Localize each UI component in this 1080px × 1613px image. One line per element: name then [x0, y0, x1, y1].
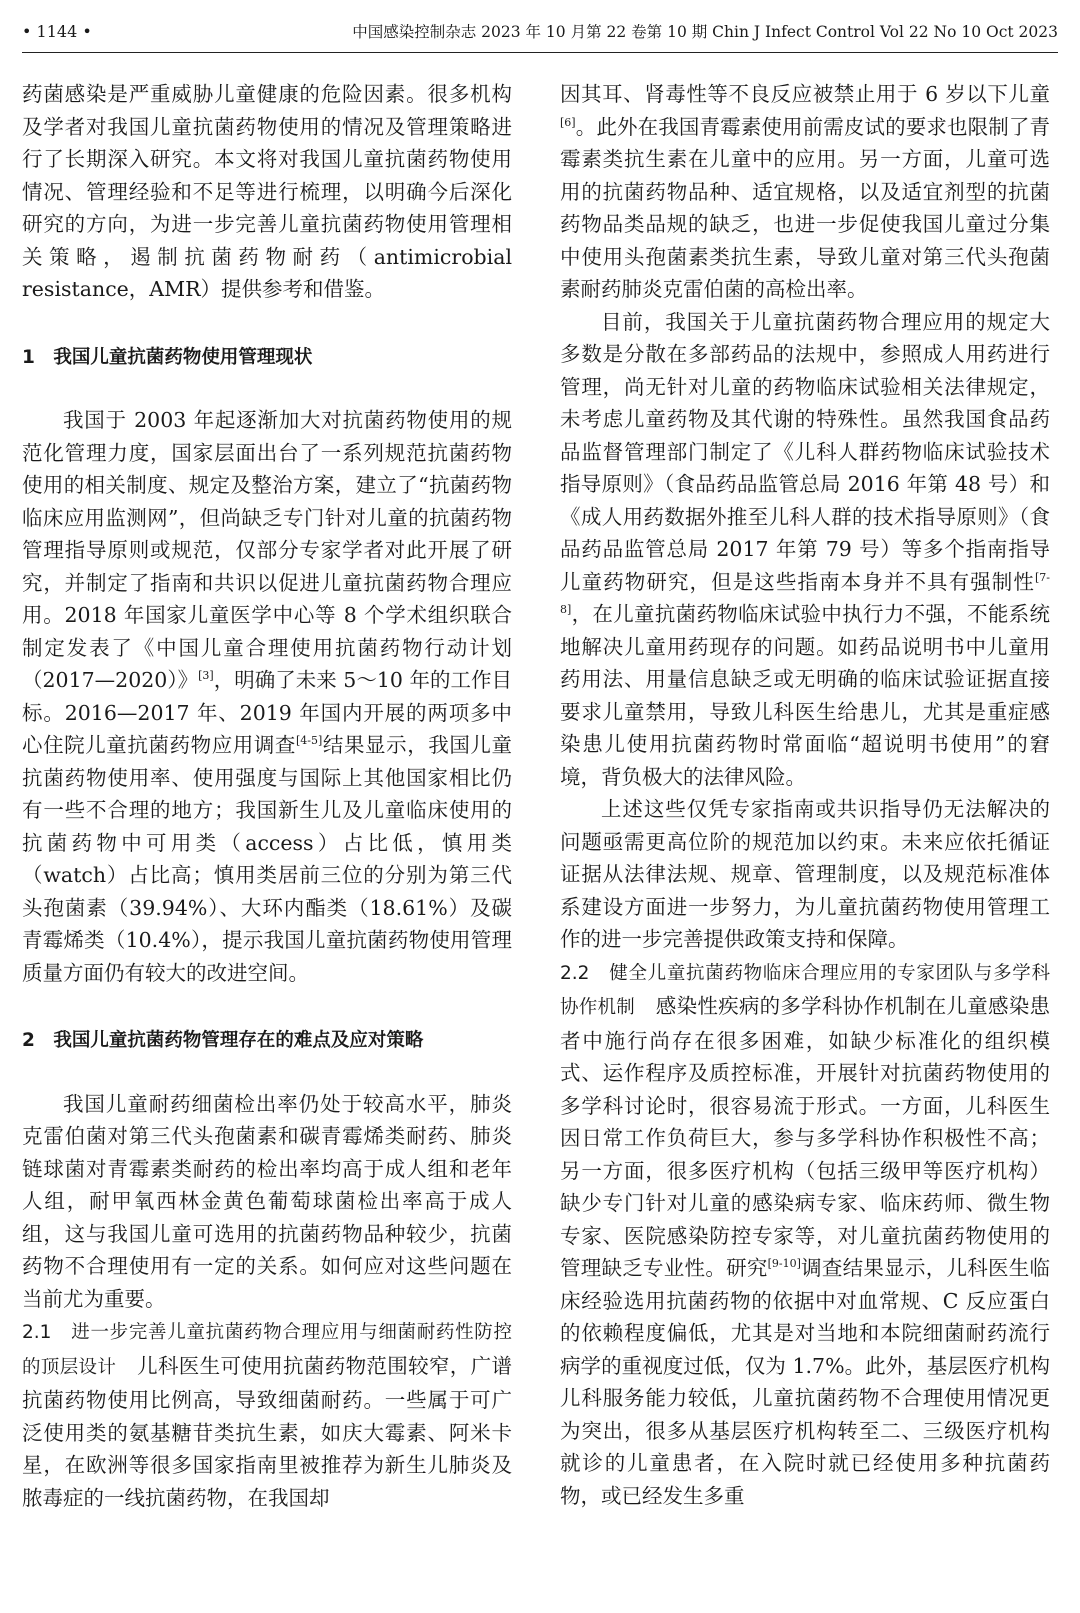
section-2-heading: 2 我国儿童抗菌药物管理存在的难点及应对策略 — [22, 1030, 424, 1051]
regulation-paragraph: 目前，我国关于儿童抗菌药物合理应用的规定大多数是分散在多部药品的法规中，参照成人用药进行管理，尚无针对儿童的药物临床试验相关法律规定，未考虑儿童药物及其代谢的特殊性。虽然我国食品药品监督管理部门制定了《儿科人群药物临床试验技术指导原则》（食品药品监管总局 2016 年第 48 号）和《成人用药数据外推至儿科人群的技术指导原则》（食品药品监管总局 2017 年第 79 号）等多个指南指导儿童药物研究，但是这些指南本身并不具有强制性[7-8]，在儿童抗菌药物临床试验中执行力不强，不能系统地解决儿童用药现存的问题。如药品说明书中儿童用药用法、用量信息缺乏或无明确的临床试验证据直接要求儿童禁用，导致儿科医生给患儿，尤其是重症感染患儿使用抗菌药物时常面临“超说明书使用”的窘境，背负极大的法律风险。 — [560, 309, 1050, 789]
subsection-2-1-title: 2.1 进一步完善儿童抗菌药物合理应用与细菌耐药性防控的顶层设计 — [22, 1322, 512, 1378]
citation-4-5: [4-5] — [296, 734, 323, 748]
page-number: • 1144 • — [22, 22, 92, 41]
section-1-paragraph: 我国于 2003 年起逐渐加大对抗菌药物使用的规范化管理力度，国家层面出台了一系列规范抗菌药物使用的相关制度、规定及整治方案，建立了“抗菌药物临床应用监测网”，但尚缺乏专门针对儿童的抗菌药物管理指导原则或规范，仅部分专家学者对此开展了研究，并制定了指南和共识以促进儿童抗菌药物合理应用。2018 年国家儿童医学中心等 8 个学术组织联合制定发表了《中国儿童合理使用抗菌药物行动计划（2017—2020）》[3]，明确了未来 5～10 年的工作目标。2016—2017 年、2019 年国内开展的两项多中心住院儿童抗菌药物应用调查[4-5]结果显示，我国儿童抗菌药物使用率、使用强度与国际上其他国家相比仍有一些不合理的地方；我国新生儿及儿童临床使用的抗菌药物中可用类（access）占比低，慎用类（watch）占比高；慎用类居前三位的分别为第三代头孢菌素（39.94%）、大环内酯类（18.61%）及碳青霉烯类（10.4%），提示我国儿童抗菌药物使用管理质量方面仍有较大的改进空间。 — [22, 408, 513, 985]
left-column — [22, 78, 512, 1514]
intro-paragraph: 药菌感染是严重威胁儿童健康的危险因素。很多机构及学者对我国儿童抗菌药物使用的情况及管理策略进行了长期深入研究。本文将对我国儿童抗菌药物使用情况、管理经验和不足等进行梳理，以明确今后深化研究的方向，为进一步完善儿童抗菌药物使用管理相关策略，遏制抗菌药物耐药（antimicrobial resistance，AMR）提供参考和借鉴。 — [22, 82, 512, 301]
policy-paragraph: 上述这些仅凭专家指南或共识指导仍无法解决的问题亟需更高位阶的规范加以约束。未来应依托循证证据从法律法规、规章、管理制度，以及规范标准体系建设方面进一步努力，为儿童抗菌药物使用管理工作的进一步完善提供政策支持和保障。 — [560, 797, 1050, 951]
subsection-2-1: 2.1 进一步完善儿童抗菌药物合理应用与细菌耐药性防控的顶层设计 儿科医生可使用抗菌药物范围较窄，广谱抗菌药物使用比例高，导致细菌耐药。一些属于可广泛使用类的氨基糖苷类抗生素，如庆大霉素、阿米卡星，在欧洲等很多国家指南里被推荐为新生儿肺炎及脓毒症的一线抗菌药物，在我国却 — [22, 1322, 512, 1510]
running-header — [22, 14, 1058, 50]
section-2-paragraph: 我国儿童耐药细菌检出率仍处于较高水平，肺炎克雷伯菌对第三代头孢菌素和碳青霉烯类耐药、肺炎链球菌对青霉素类耐药的检出率均高于成人组和老年人组，耐甲氧西林金黄色葡萄球菌检出率高于成人组，这与我国儿童可选用的抗菌药物品种较少，抗菌药物不合理使用有一定的关系。如何应对这些问题在当前尤为重要。 — [22, 1091, 512, 1311]
citation-7-8: [7-8] — [560, 570, 1050, 617]
journal-citation: 中国感染控制杂志 2023 年 10 月第 22 卷第 10 期 Chin J Infect Control Vol 22 No 10 Oct 2023 — [352, 23, 1058, 41]
right-column — [560, 78, 1050, 1512]
citation-3: [3] — [198, 669, 214, 683]
subsection-2-2-title: 2.2 健全儿童抗菌药物临床合理应用的专家团队与多学科协作机制 — [560, 962, 1050, 1018]
citation-9-10: [9-10] — [767, 1257, 801, 1271]
subsection-2-2: 2.2 健全儿童抗菌药物临床合理应用的专家团队与多学科协作机制 感染性疾病的多学科协作机制在儿童感染患者中施行尚存在很多困难，如缺少标准化的组织模式、运作程序及质控标准，开展针对抗菌药物使用的多学科讨论时，很容易流于形式。一方面，儿科医生因日常工作负荷巨大，参与多学科协作积极性不高；另一方面，很多医疗机构（包括三级甲等医疗机构）缺少专门针对儿童的感染病专家、临床药师、微生物专家、医院感染防控专家等，对儿童抗菌药物使用的管理缺乏专业性。研究[9-10]调查结果显示，儿科医生临床经验选用抗菌药物的依据中对血常规、C 反应蛋白的依赖程度偏低，尤其是对当地和本院细菌耐药流行病学的重视度过低，仅为 1.7%。此外，基层医疗机构儿科服务能力较低，儿童抗菌药物不合理使用情况更为突出，很多从基层医疗机构转至二、三级医疗机构就诊的儿童患者，在入院时就已经使用多种抗菌药物，或已经发生多重 — [560, 962, 1051, 1508]
continued-paragraph: 因其耳、肾毒性等不良反应被禁止用于 6 岁以下儿童[6]。此外在我国青霉素使用前需皮试的要求也限制了青霉素类抗生素在儿童中的应用。另一方面，儿童可选用的抗菌药物品种、适宜规格，以及适宜剂型的抗菌药物品类品规的缺乏，也进一步促使我国儿童过分集中使用头孢菌素类抗生素，导致儿童对第三代头孢菌素耐药肺炎克雷伯菌的高检出率。 — [560, 82, 1050, 301]
section-1-heading: 1 我国儿童抗菌药物使用管理现状 — [22, 346, 313, 368]
citation-6: [6] — [560, 115, 576, 129]
header-rule — [22, 52, 1058, 53]
